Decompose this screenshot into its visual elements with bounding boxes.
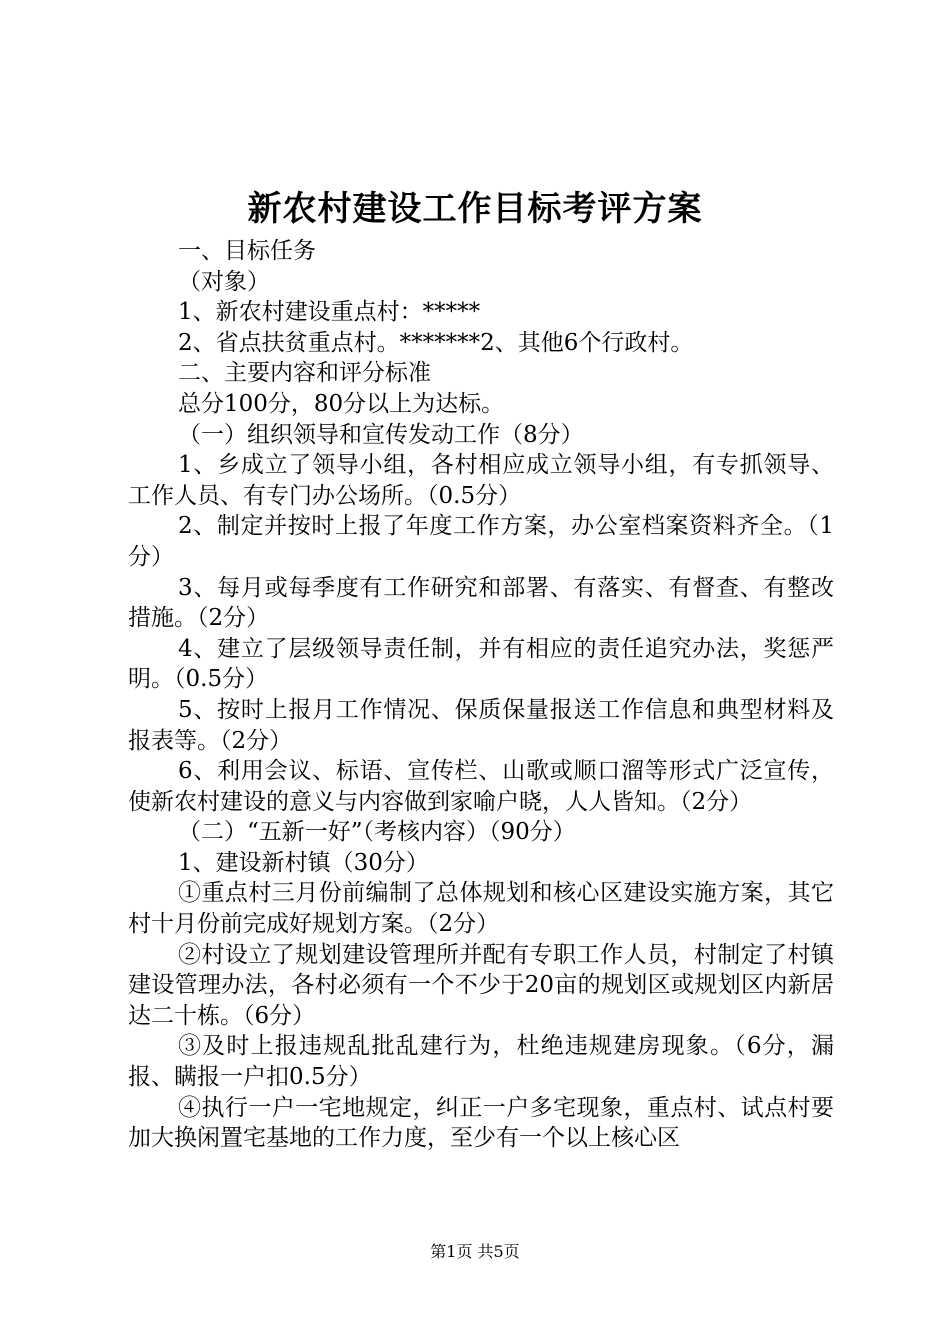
section-heading: 一、目标任务 (178, 238, 316, 264)
paragraph: 3、每月或每季度有工作研究和部署、有落实、有督查、有整改措施。（2分） (128, 574, 834, 632)
paragraph: ④执行一户一宅地规定，纠正一户多宅现象，重点村、试点村要加大换闲置宅基地的工作力度，至少有一个以上核心区 (128, 1094, 834, 1152)
paragraph: （对象） (178, 268, 270, 295)
document-title: 新农村建设工作目标考评方案 (247, 189, 703, 229)
paragraph: 2、省点扶贫重点村。*******2、其他6个行政村。 (178, 329, 694, 356)
paragraph: 1、新农村建设重点村：***** (178, 299, 481, 326)
paragraph: ①重点村三月份前编制了总体规划和核心区建设实施方案，其它村十月份前完成好规划方案。（2分） (128, 880, 834, 938)
paragraph: 1、乡成立了领导小组，各村相应成立领导小组，有专抓领导、工作人员、有专门办公场所。（0.5分） (128, 452, 834, 509)
paragraph: 总分100分，80分以上为达标。 (178, 390, 505, 417)
paragraph: 4、建立了层级领导责任制，并有相应的责任追究办法，奖惩严明。（0.5分） (128, 635, 834, 693)
paragraph: 6、利用会议、标语、宣传栏、山歌或顺口溜等形式广泛宣传，使新农村建设的意义与内容做到家喻户晓，人人皆知。（2分） (128, 758, 834, 815)
subsection-heading: （一）组织领导和宣传发动工作（8分） (178, 421, 584, 448)
document-body (128, 236, 834, 1154)
subsection-heading: （二）“五新一好”（考核内容）（90分） (178, 819, 576, 846)
section-heading: 二、主要内容和评分标准 (178, 360, 431, 387)
paragraph: ③及时上报违规乱批乱建行为，杜绝违规建房现象。（6分，漏报、瞒报一户扣0.5分） (128, 1033, 834, 1091)
page-footer: 第1页 共5页 (430, 1242, 520, 1261)
paragraph: 5、按时上报月工作情况、保质保量报送工作信息和典型材料及报表等。（2分） (128, 696, 834, 754)
paragraph: ②村设立了规划建设管理所并配有专职工作人员，村制定了村镇建设管理办法，各村必须有一个不少于20亩的规划区或规划区内新居达二十栋。（6分） (128, 941, 834, 1029)
paragraph: 1、建设新村镇（30分） (178, 849, 429, 876)
paragraph: 2、制定并按时上报了年度工作方案，办公室档案资料齐全。（1分） (128, 513, 834, 570)
